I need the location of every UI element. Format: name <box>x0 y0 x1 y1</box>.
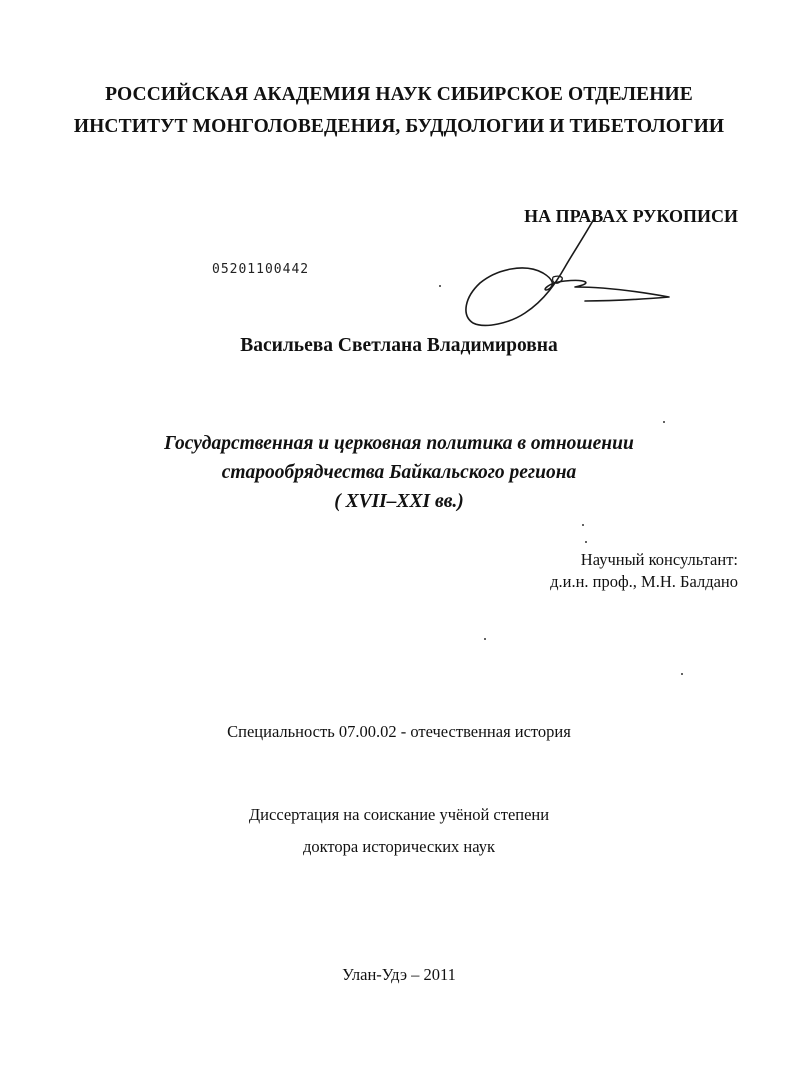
document-number: 05201100442 <box>212 262 310 277</box>
dissertation-title-line1: Государственная и церковная политика в отношении <box>164 433 634 454</box>
scan-speck <box>439 285 441 287</box>
advisor-name: д.и.н. проф., М.Н. Балдано <box>550 572 738 591</box>
dissertation-title-line2: старообрядчества Байкальского региона <box>221 462 577 483</box>
handwritten-signature <box>425 205 685 345</box>
institution-header-line1: РОССИЙСКАЯ АКАДЕМИЯ НАУК СИБИРСКОЕ ОТДЕЛЕНИЕ <box>105 84 693 105</box>
institution-header-line2: ИНСТИТУТ МОНГОЛОВЕДЕНИЯ, БУДДОЛОГИИ И ТИБЕТОЛОГИИ <box>73 116 725 137</box>
place-year: Улан-Удэ – 2011 <box>342 965 456 984</box>
scan-speck <box>681 673 683 675</box>
advisor-label: Научный консультант: <box>580 550 738 569</box>
author-name: Васильева Светлана Владимировна <box>240 335 558 356</box>
scan-speck <box>582 524 584 526</box>
degree-line2: доктора исторических наук <box>302 837 496 856</box>
specialty-line: Специальность 07.00.02 - отечественная история <box>227 722 571 741</box>
manuscript-rights-label: НА ПРАВАХ РУКОПИСИ <box>524 206 738 226</box>
dissertation-title-line3: ( XVII–XXI вв.) <box>334 491 464 512</box>
scan-speck <box>585 541 587 543</box>
scan-speck <box>663 421 665 423</box>
degree-line1: Диссертация на соискание учёной степени <box>248 805 550 824</box>
scan-speck <box>484 638 486 640</box>
